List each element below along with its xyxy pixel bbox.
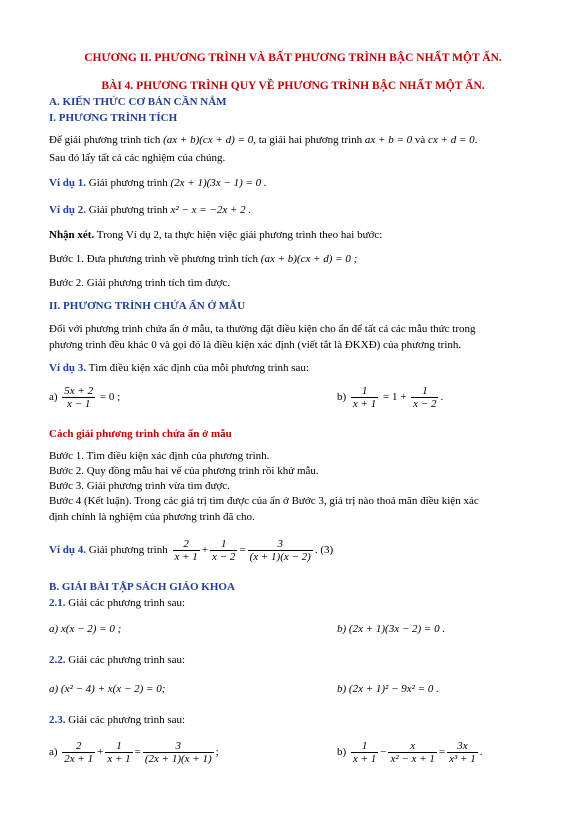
exercise-2-3a: a) $\frac{2}{2x + 1}$ + $\frac{1}{x + 1}$ = $\frac{3}{(2x + 1)(x + 1)}$ ;	[49, 740, 219, 765]
method-heading: Cách giải phương trình chứa ẩn ở mẫu	[49, 428, 232, 440]
chapter-title: CHƯƠNG II. PHƯƠNG TRÌNH VÀ BẤT PHƯƠNG TRÌNH BẬC NHẤT MỘT ẨN.	[84, 52, 502, 64]
example-3: Ví dụ 3. Tìm điều kiện xác định của mỗi phương trình sau:	[49, 362, 309, 374]
remark: Nhận xét. Trong Ví dụ 2, ta thực hiện việc giải phương trình theo hai bước:	[49, 229, 383, 241]
denominator-intro-1: Đối với phương trình chứa ẩn ở mẫu, ta thường đặt điều kiện cho ẩn để tất cả các mẫu thức trong	[49, 323, 476, 335]
method-step-2: Bước 2. Quy đồng mẫu hai vế của phương trình rồi khử mẫu.	[49, 465, 319, 477]
fraction: $\frac{5x + 2}{x - 1}$	[64, 385, 94, 410]
step-2: Bước 2. Giải phương trình tích tìm được.	[49, 277, 231, 289]
fraction: $\frac{2}{2x + 1}$	[64, 740, 94, 765]
lesson-title: BÀI 4. PHƯƠNG TRÌNH QUY VỀ PHƯƠNG TRÌNH BẬC NHẤT MỘT ẨN.	[101, 80, 485, 92]
method-step-3: Bước 3. Giải phương trình vừa tìm được.	[49, 480, 230, 492]
section-a-heading: A. KIẾN THỨC CƠ BẢN CẦN NẮM	[49, 96, 227, 108]
fraction: $\frac{1}{x - 2}$	[413, 385, 437, 410]
exercise-2-3: 2.3. Giải các phương trình sau:	[49, 714, 186, 726]
fraction: $\frac{x}{\text{x² − x + 1}}$	[390, 740, 435, 765]
section-b-heading: B. GIẢI BÀI TẬP SÁCH GIÁO KHOA	[49, 581, 235, 593]
method-step-1: Bước 1. Tìm điều kiện xác định của phương trình.	[49, 450, 270, 462]
example-2: Ví dụ 2. Giải phương trình x² − x = −2x + 2 .	[49, 204, 252, 216]
example-3a: a) $\frac{5x + 2}{x - 1}$ = 0 ;	[49, 385, 121, 410]
exercise-2-1b: b) (2x + 1)(3x − 2) = 0 .	[337, 623, 446, 635]
example-1: Ví dụ 1. Giải phương trình (2x + 1)(3x − 1) = 0 .	[49, 177, 267, 189]
fraction: $\frac{1}{x + 1}$	[352, 740, 377, 765]
example-4: Ví dụ 4. Giải phương trình $\frac{2}{x + 1}$ + $\frac{1}{x - 2}$ = $\frac{3}{(x + 1)(x - 2)}$ . (3)	[49, 538, 334, 563]
fraction: $\frac{1}{x - 2}$	[212, 538, 236, 563]
fraction: $\frac{3}{(x + 1)(x - 2)}$	[249, 538, 311, 563]
exercise-2-2: 2.2. Giải các phương trình sau:	[49, 654, 186, 666]
exercise-2-3b: b) $\frac{1}{x + 1}$ − $\frac{x}{\text{x² − x + 1}}$ = $\frac{3x}{\text{x³ + 1}}$ .	[337, 740, 483, 765]
fraction: $\frac{3}{(2x + 1)(x + 1)}$	[144, 740, 212, 765]
fraction: $\frac{1}{x + 1}$	[107, 740, 131, 765]
example-3b: b) $\frac{1}{x + 1}$ = 1 + $\frac{1}{x - 2}$ .	[337, 385, 444, 410]
fraction: $\frac{3x}{\text{x³ + 1}}$	[449, 740, 476, 765]
fraction: $\frac{1}{x + 1}$	[352, 385, 377, 410]
method-step-4-cont: định chính là nghiệm của phương trình đã cho.	[49, 511, 255, 523]
denominator-intro-2: phương trình đều khác 0 và gọi đó là điều kiện xác định (viết tắt là ĐKXĐ) của phương trình.	[49, 339, 462, 351]
step-1: Bước 1. Đưa phương trình về phương trình tích (ax + b)(cx + d) = 0 ;	[49, 253, 358, 265]
method-step-4: Bước 4 (Kết luận). Trong các giá trị tìm được của ẩn ở Bước 3, giá trị nào thoả mãn điều kiện xác	[49, 495, 479, 507]
exercise-2-1a: a) x(x − 2) = 0 ;	[49, 623, 122, 635]
section-ii-heading: II. PHƯƠNG TRÌNH CHỨA ẨN Ở MẪU	[49, 300, 246, 312]
section-i-heading: I. PHƯƠNG TRÌNH TÍCH	[49, 112, 178, 124]
fraction: $\frac{2}{x + 1}$	[174, 538, 198, 563]
exercise-2-2a: a) (x² − 4) + x(x − 2) = 0;	[49, 683, 166, 695]
product-equation-intro: Để giải phương trình tích (ax + b)(cx + d) = 0, ta giải hai phương trình ax + b = 0 và cx + d = 0.	[49, 134, 478, 146]
exercise-2-2b: b) (2x + 1)² − 9x² = 0 .	[337, 683, 439, 695]
exercise-2-1: 2.1. Giải các phương trình sau:	[49, 597, 186, 609]
product-equation-intro-2: Sau đó lấy tất cả các nghiệm của chúng.	[49, 152, 226, 164]
